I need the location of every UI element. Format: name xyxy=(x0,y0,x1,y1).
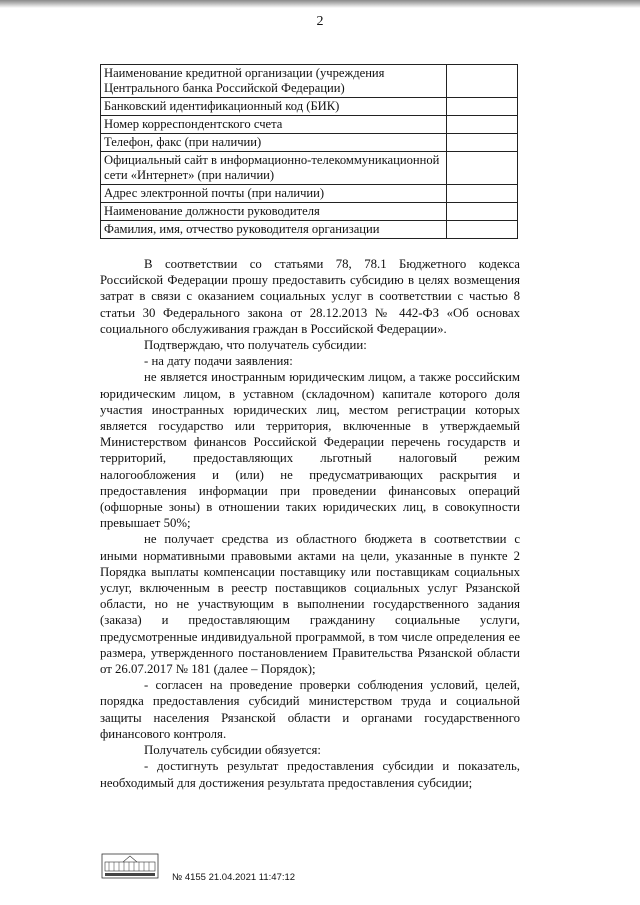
table-row xyxy=(101,65,518,98)
document-body xyxy=(100,256,520,791)
table-cell-value xyxy=(447,221,518,239)
registration-number: № 4155 21.04.2021 11:47:12 xyxy=(172,872,296,883)
table-cell-value xyxy=(447,134,518,152)
table-cell-value xyxy=(447,98,518,116)
table-cell-value xyxy=(447,152,518,185)
table-row xyxy=(101,134,518,152)
table-row xyxy=(101,221,518,239)
table-cell-label: Номер корреспондентского счета xyxy=(101,116,447,134)
paragraph-foreign: не является иностранным юридическим лицом, а также российским юридическим лицом, в уставном (складочном) капитале которого доля участия иностранных юридических лиц, местом регистрации которых является государство или территория, включенные в утверждаемый Министерством финансов Российской Федерации перечень государств и территорий, предоставляющих льготный налоговый режим налогообложения и (или) не предусматривающих раскрытия и предоставления информации при проведении финансовых операций (офшорные зоны) в отношении таких юридических лиц, в совокупности превышает 50%; xyxy=(100,370,520,531)
table-row xyxy=(101,185,518,203)
table-cell-label: Фамилия, имя, отчество руководителя организации xyxy=(101,221,447,239)
table-row xyxy=(101,116,518,134)
table-cell-label: Наименование должности руководителя xyxy=(101,203,447,221)
paragraph-request: В соответствии со статьями 78, 78.1 Бюджетного кодекса Российской Федерации прошу предоставить субсидию в целях возмещения затрат в связи с оказанием социальных услуг в соответствии с частью 8 статьи 30 Федерального закона от 28.12.2013 № 442-ФЗ «Об основах социального обслуживания граждан в Российской Федерации». xyxy=(100,257,520,336)
registry-stamp-icon xyxy=(101,853,159,879)
table-row xyxy=(101,203,518,221)
paragraph-confirm: Подтверждаю, что получатель субсидии: xyxy=(144,338,367,353)
table-cell-label: Телефон, факс (при наличии) xyxy=(101,134,447,152)
page-number: 2 xyxy=(316,14,324,29)
table-cell-label: Официальный сайт в информационно-телекоммуникационной сети «Интернет» (при наличии) xyxy=(101,152,447,185)
paragraph-audit: - согласен на проведение проверки соблюдения условий, целей, порядка предоставления субсидий министерством труда и социальной защиты населения Рязанской области и органами государственного финансового контроля. xyxy=(100,678,520,741)
paragraph-date: - на дату подачи заявления: xyxy=(144,354,293,369)
table-cell-value xyxy=(447,65,518,98)
requisites-table xyxy=(100,64,518,239)
scan-edge xyxy=(0,0,640,8)
table-row xyxy=(101,98,518,116)
table-row xyxy=(101,152,518,185)
paragraph-obligations: Получатель субсидии обязуется: xyxy=(144,743,321,758)
table-cell-label: Адрес электронной почты (при наличии) xyxy=(101,185,447,203)
table-cell-label: Банковский идентификационный код (БИК) xyxy=(101,98,447,116)
paragraph-result: - достигнуть результат предоставления субсидии и показатель, необходимый для достижения результата предоставления субсидии; xyxy=(100,759,520,790)
table-cell-value xyxy=(447,185,518,203)
table-cell-label: Наименование кредитной организации (учреждения Центрального банка Российской Федерации) xyxy=(101,65,447,98)
paragraph-funds: не получает средства из областного бюджета в соответствии с иными нормативными правовыми актами на цели, указанные в пункте 2 Порядка выплаты компенсации поставщику или поставщикам социальных услуг, включенным в реестр поставщиков социальных услуг Рязанской области, но не участвующим в выполнении государственного задания (заказа) и предоставляющим гражданину социальные услуги, предусмотренные индивидуальной программой, в том числе определения ее размера, утвержденного постановлением Правительства Рязанской области от 26.07.2017 № 181 (далее – Порядок); xyxy=(100,532,520,677)
table-cell-value xyxy=(447,203,518,221)
table-cell-value xyxy=(447,116,518,134)
